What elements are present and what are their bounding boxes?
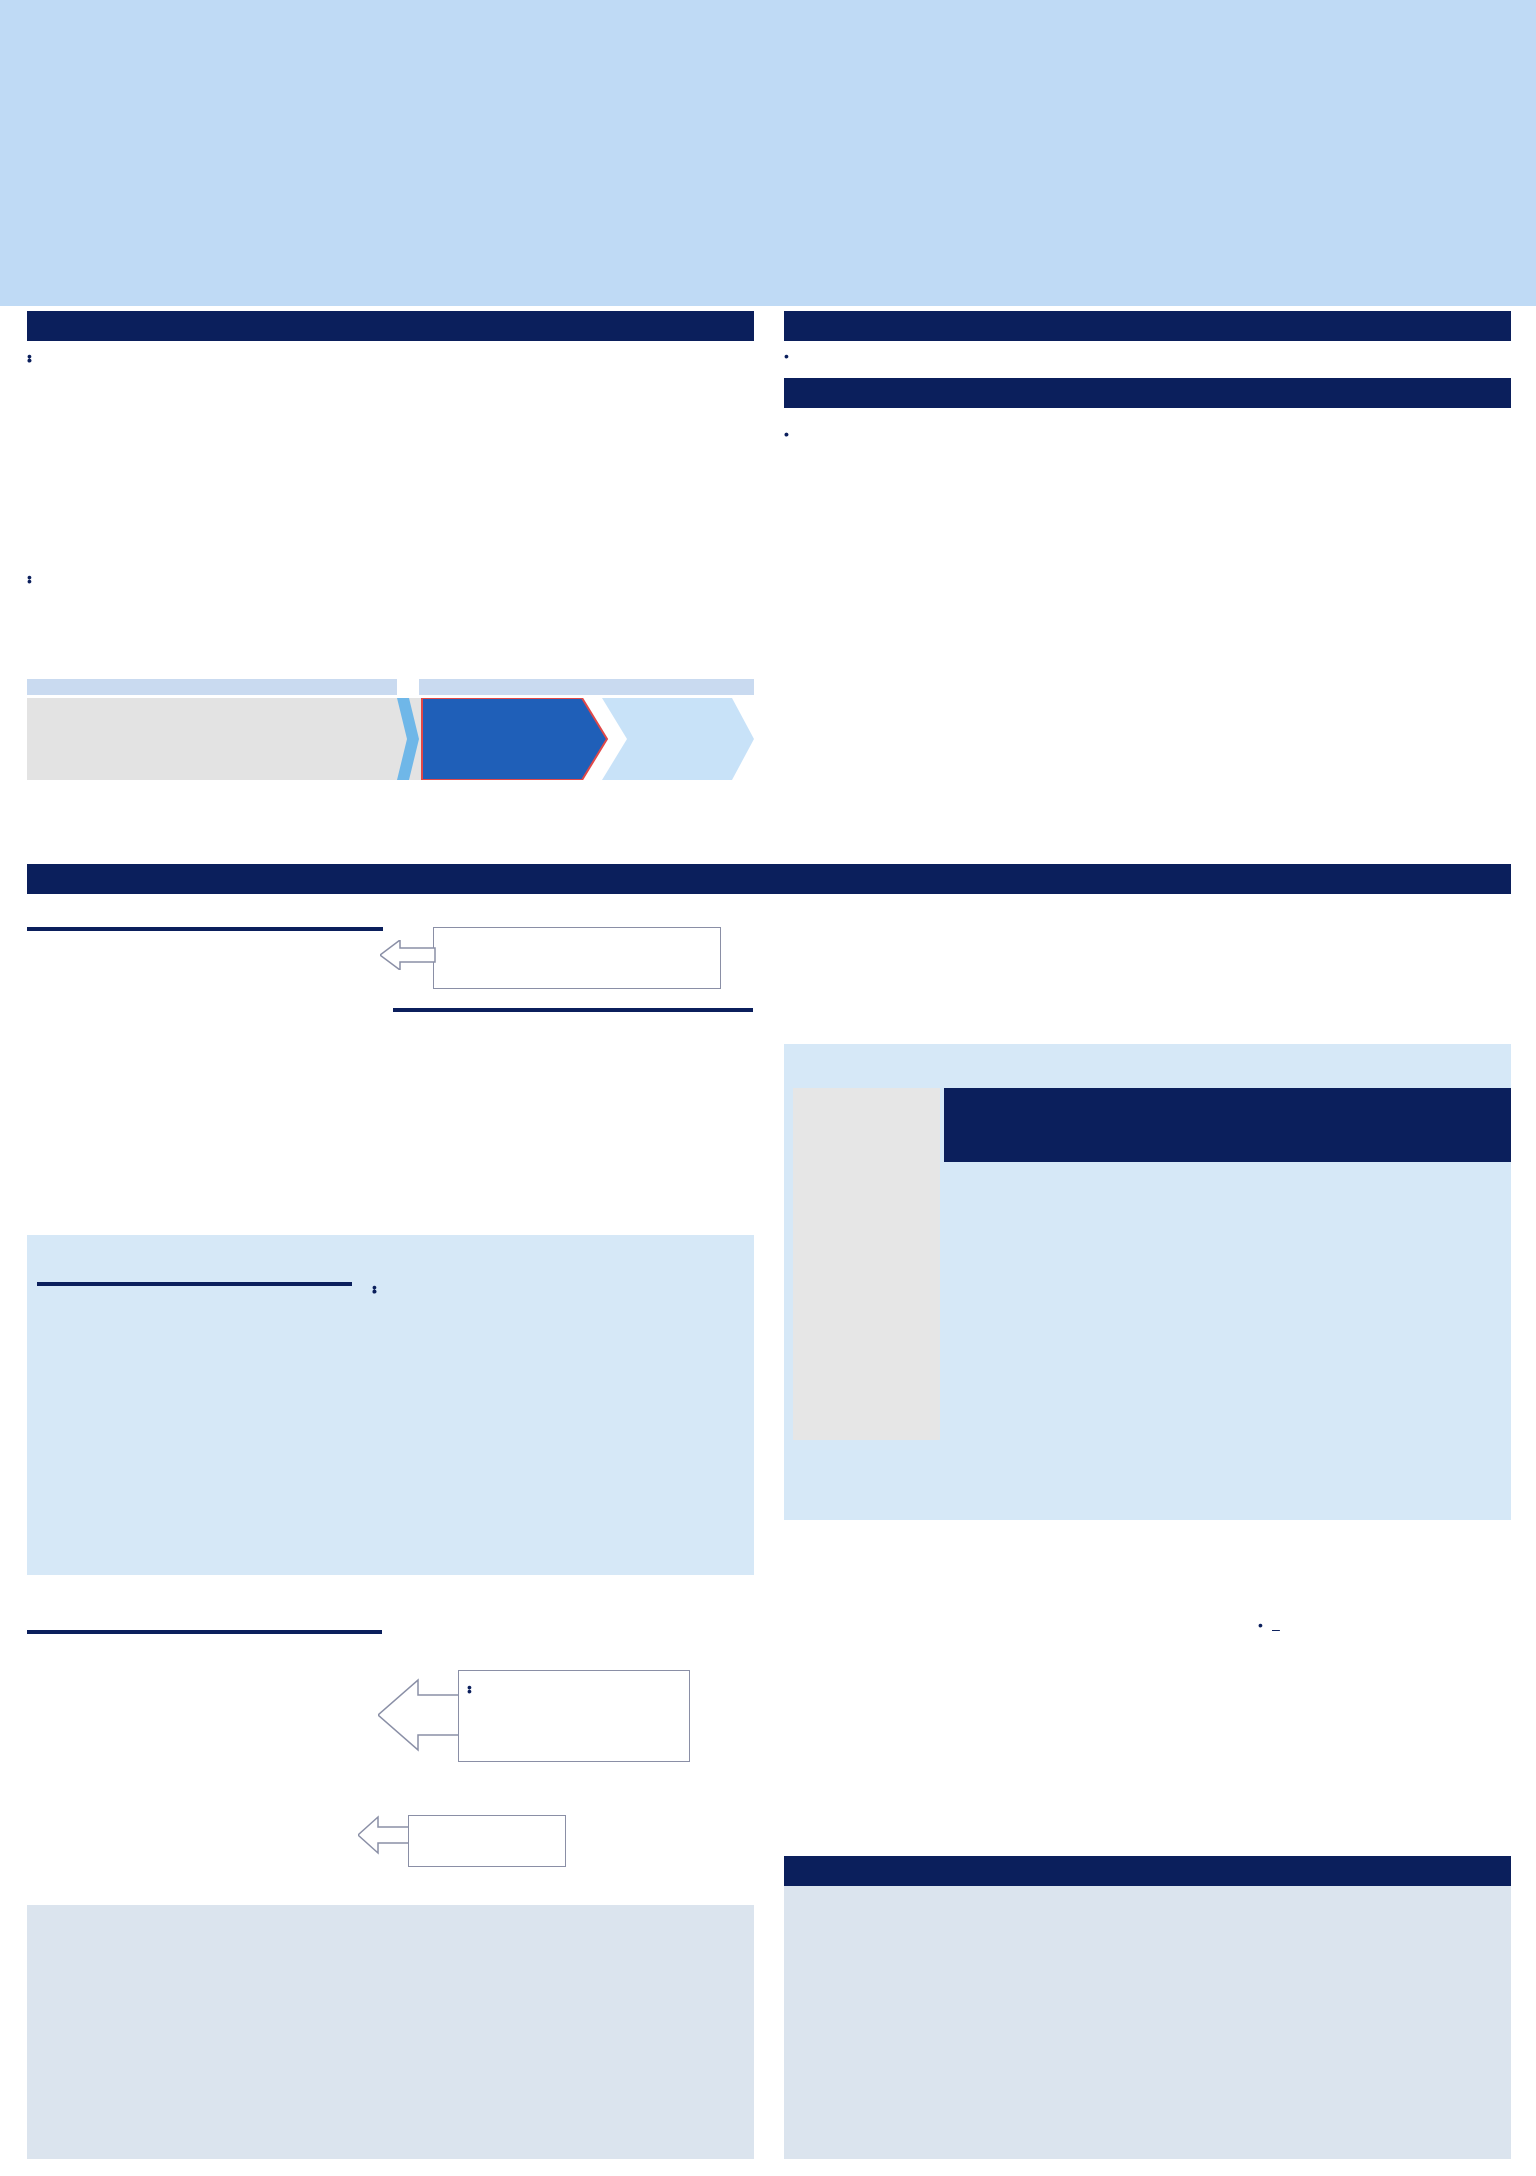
references-panel: [27, 1905, 754, 2159]
demographics-header: [27, 927, 205, 931]
location-callout: [408, 1815, 566, 1867]
demographics-callout: [433, 927, 721, 989]
conclusions-heading: [784, 1856, 1511, 1886]
abr-charts: [784, 1160, 1511, 1450]
safety-header-blank: [37, 1282, 227, 1286]
frontier1-label: [27, 679, 397, 695]
frontier4-arrows: [397, 698, 754, 780]
frontier1-area: [27, 698, 422, 780]
bleeding-callout-arrow: [378, 1665, 460, 1765]
study-design-diagram: [27, 658, 754, 802]
objective-heading: [784, 311, 1511, 341]
treatment-history-header: [393, 1008, 573, 1012]
methodology-heading: [784, 378, 1511, 408]
methodology-body: [784, 414, 1511, 426]
location-callout-arrow: [358, 1815, 410, 1855]
background-bullets: [27, 348, 747, 352]
conclusions-panel: [784, 1886, 1511, 2159]
demographics-header-value: [205, 927, 383, 931]
pk-chart: [784, 1575, 1254, 1850]
safety-table: [37, 1282, 352, 1286]
treatment-history-header-value: [573, 1008, 753, 1012]
bleeding-callout: [458, 1670, 690, 1762]
frontier4-chart-header: [944, 1088, 1511, 1162]
poster-header: [0, 0, 1536, 306]
bleeding-table: [27, 1630, 382, 1634]
bleeding-header: [27, 1630, 205, 1634]
background-heading: [27, 311, 754, 341]
design-bullets: [27, 569, 747, 573]
callout-arrow: [380, 940, 436, 970]
bleeding-header-value: [205, 1630, 383, 1634]
safety-bullets: [372, 1279, 747, 1283]
frontier4-label: [419, 679, 754, 695]
results-heading: [27, 864, 1511, 894]
safety-panel: [27, 1235, 754, 1575]
pk-bullets: [1258, 1617, 1508, 1621]
objective-bullets: [784, 348, 1511, 352]
treatment-history-table: [393, 1008, 753, 1012]
safety-header-value: [227, 1282, 352, 1286]
demographics-table: [27, 927, 383, 931]
